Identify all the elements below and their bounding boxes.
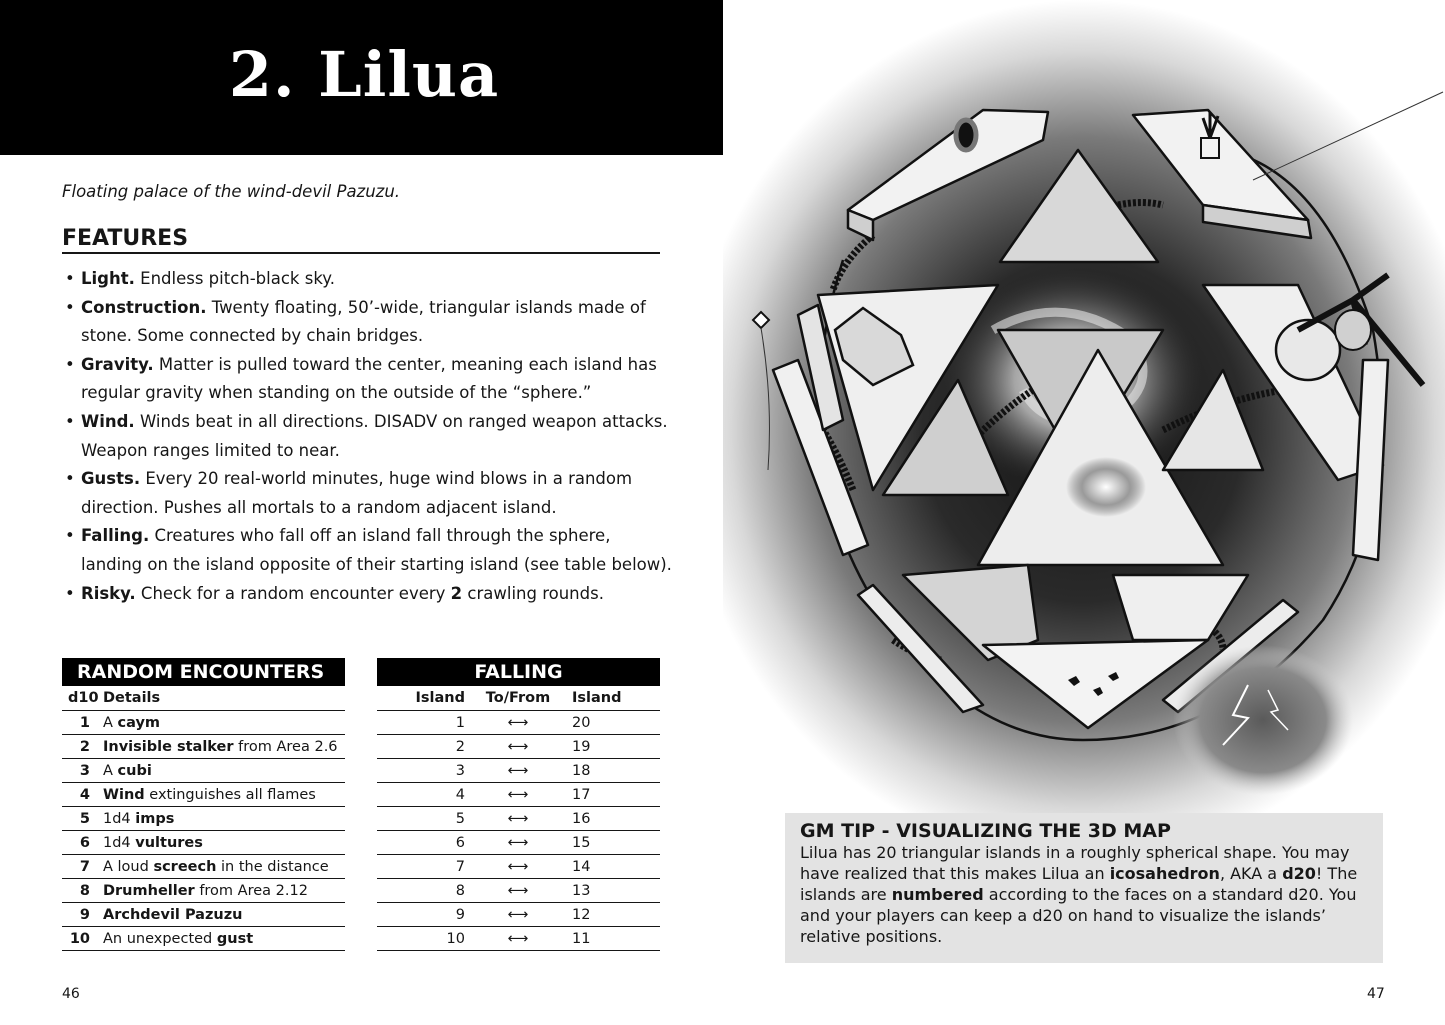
table-row (62, 807, 345, 831)
feature-construction (62, 294, 672, 351)
column-header: To/From (485, 690, 551, 706)
page-number-left: 46 (62, 986, 80, 1002)
island-from-cell: 8 (455, 883, 465, 899)
island-to-cell: 16 (572, 811, 591, 827)
gm-tip-box (785, 813, 1383, 963)
page-number-right: 47 (1367, 986, 1385, 1002)
island-from-cell: 5 (455, 811, 465, 827)
island-from-cell: 10 (446, 931, 465, 947)
details-strong: Wind (103, 787, 145, 803)
falling-table (377, 658, 660, 951)
details-text: An unexpected (103, 931, 213, 947)
roll-cell: 2 (79, 739, 90, 755)
table-row (62, 903, 345, 927)
roll-cell: 10 (69, 931, 90, 947)
island-to-cell: 12 (572, 907, 591, 923)
gm-tip-strong: numbered (891, 885, 984, 904)
details-cell (103, 855, 329, 879)
island-from-cell: 6 (455, 835, 465, 851)
island-from-cell: 7 (455, 859, 465, 875)
details-text: 1d4 (103, 835, 131, 851)
table-row (62, 783, 345, 807)
tagline: Floating palace of the wind-devil Pazuzu. (62, 182, 401, 201)
table-row (377, 855, 660, 879)
island-from-cell: 2 (455, 739, 465, 755)
table-row (62, 831, 345, 855)
details-text: A loud (103, 859, 149, 875)
page-title: 2. Lilua (228, 38, 500, 111)
roll-cell: 6 (79, 835, 90, 851)
table-row (377, 711, 660, 735)
details-strong: screech (153, 859, 217, 875)
arrow-cell: ⟷ (507, 907, 529, 923)
roll-cell: 4 (79, 787, 90, 803)
island-to-cell: 17 (572, 787, 591, 803)
island-to-cell: 20 (572, 715, 591, 731)
table-header-row (377, 686, 660, 711)
features-heading: FEATURES (62, 226, 660, 254)
table-title: FALLING (377, 658, 660, 686)
column-header: Island (415, 690, 465, 706)
kite-icon (753, 312, 769, 328)
table-row (377, 903, 660, 927)
feature-wind (62, 408, 672, 465)
gm-tip-text: ! The islands are (800, 864, 1358, 904)
feature-text: Creatures who fall off an island fall through the sphere, landing on the island opposite of their starting island (see table below). (81, 526, 672, 574)
table-header-row (62, 686, 345, 711)
feature-gravity (62, 351, 672, 408)
arrow-cell: ⟷ (507, 763, 529, 779)
table-row (62, 879, 345, 903)
storm-cloud (1173, 645, 1353, 795)
arrow-cell: ⟷ (507, 883, 529, 899)
details-text: from Area 2.12 (199, 883, 308, 899)
lilua-map-illustration (723, 0, 1445, 810)
random-encounters-table (62, 658, 345, 951)
island-to-cell: 14 (572, 859, 591, 875)
island-to-cell: 15 (572, 835, 591, 851)
details-cell (103, 711, 160, 735)
arrow-cell: ⟷ (507, 931, 529, 947)
feature-label: Light. (81, 269, 135, 288)
feature-text: Matter is pulled toward the center, meaning each island has regular gravity when standing on the outside of the “sphere.” (81, 354, 657, 403)
details-text: extinguishes all flames (149, 787, 316, 803)
details-text: from Area 2.6 (238, 739, 338, 755)
roll-cell: 7 (79, 859, 90, 875)
windmill-body (1276, 320, 1340, 380)
island-from-cell: 3 (455, 763, 465, 779)
feature-text: Check for a random encounter every (140, 583, 446, 603)
gm-tip-title: GM TIP - VISUALIZING THE 3D MAP (800, 820, 1171, 842)
roll-cell: 1 (79, 715, 90, 731)
table-row (377, 783, 660, 807)
details-strong: Drumheller (103, 883, 195, 899)
details-cell (103, 759, 152, 783)
column-header: Details (103, 690, 161, 706)
feature-label: Falling. (81, 526, 150, 546)
plant-pot-icon (1201, 138, 1219, 158)
details-text: in the distance (221, 859, 329, 875)
gm-tip-text: according to the faces on a standard d20. You and your players can keep a d20 on hand to visualize the islands’ relative positions. (800, 885, 1357, 946)
roll-cell: 8 (79, 883, 90, 899)
roll-cell: 5 (79, 811, 90, 827)
table-row (62, 759, 345, 783)
gm-tip-text: Lilua has 20 triangular islands in a roughly spherical shape. You may have realized that this makes Lilua an (800, 843, 1350, 883)
gm-tip-text: , AKA a (1219, 864, 1278, 883)
details-strong: cubi (117, 763, 152, 779)
details-cell (103, 807, 174, 831)
portal-icon (956, 120, 976, 150)
table-row (377, 831, 660, 855)
island-from-cell: 4 (455, 787, 465, 803)
windmill-hub (1335, 310, 1371, 350)
feature-text: Winds beat in all directions. DISADV on ranged weapon attacks. Weapon ranges limited to near. (81, 411, 668, 460)
details-strong: Archdevil Pazuzu (103, 907, 243, 923)
details-strong: Invisible stalker (103, 739, 234, 755)
details-strong: vultures (135, 835, 203, 851)
table-row (62, 927, 345, 951)
feature-gusts (62, 465, 672, 522)
arrow-cell: ⟷ (507, 811, 529, 827)
feature-light (62, 265, 672, 294)
island-to-cell: 11 (572, 931, 591, 947)
details-cell (103, 879, 308, 903)
roll-cell: 9 (79, 907, 90, 923)
arrow-cell: ⟷ (507, 787, 529, 803)
features-list (62, 265, 672, 608)
feature-text: Endless pitch-black sky. (140, 269, 335, 288)
feature-text: crawling rounds. (467, 583, 604, 603)
table-body (62, 711, 345, 951)
table-row (377, 759, 660, 783)
gm-tip-strong: icosahedron (1109, 864, 1220, 883)
arrow-cell: ⟷ (507, 739, 529, 755)
table-row (377, 879, 660, 903)
table-row (62, 855, 345, 879)
table-row (62, 711, 345, 735)
feature-label: Construction. (81, 297, 207, 317)
details-cell (103, 927, 253, 951)
details-cell (103, 903, 243, 927)
details-text: A (103, 715, 113, 731)
feature-label: Gusts. (81, 469, 141, 489)
details-text: A (103, 763, 113, 779)
island-to-cell: 18 (572, 763, 591, 779)
details-cell (103, 735, 338, 759)
arrow-cell: ⟷ (507, 835, 529, 851)
island-from-cell: 9 (455, 907, 465, 923)
table-row (62, 735, 345, 759)
details-strong: gust (216, 931, 254, 947)
roll-cell: 3 (79, 763, 90, 779)
feature-label: Gravity. (81, 354, 154, 374)
arrow-cell: ⟷ (507, 715, 529, 731)
feature-falling (62, 522, 672, 579)
table-row (377, 735, 660, 759)
details-strong: caym (117, 715, 161, 731)
details-cell (103, 831, 203, 855)
feature-text: Twenty floating, 50’-wide, triangular islands made of stone. Some connected by chain bridges. (81, 297, 646, 346)
island-to-cell: 13 (572, 883, 591, 899)
details-text: 1d4 (103, 811, 131, 827)
gm-tip-body (800, 842, 1368, 947)
table-row (377, 927, 660, 951)
arrow-cell: ⟷ (507, 859, 529, 875)
feature-text: Every 20 real-world minutes, huge wind blows in a random direction. Pushes all mortals to a random adjacent island. (81, 469, 633, 517)
column-header: d10 (68, 690, 99, 706)
island-from-cell: 1 (455, 715, 465, 731)
table-title: RANDOM ENCOUNTERS (62, 658, 345, 686)
table-row (377, 807, 660, 831)
island-bottom-center (1113, 575, 1248, 640)
details-strong: imps (135, 811, 175, 827)
island-to-cell: 19 (572, 739, 591, 755)
island-top-left (848, 110, 1048, 220)
feature-risky (62, 580, 672, 609)
title-bar (0, 0, 723, 155)
feature-strong: 2 (450, 583, 463, 603)
kite-tail (761, 328, 769, 470)
center-glow (1066, 457, 1146, 517)
table-body (377, 711, 660, 951)
kite-string (1253, 92, 1443, 180)
details-cell (103, 783, 316, 807)
feature-label: Wind. (81, 411, 135, 431)
feature-label: Risky. (81, 583, 136, 603)
column-header: Island (572, 690, 622, 706)
gm-tip-strong: d20 (1282, 864, 1316, 883)
islands (773, 110, 1388, 728)
island-far-right (1353, 360, 1388, 560)
